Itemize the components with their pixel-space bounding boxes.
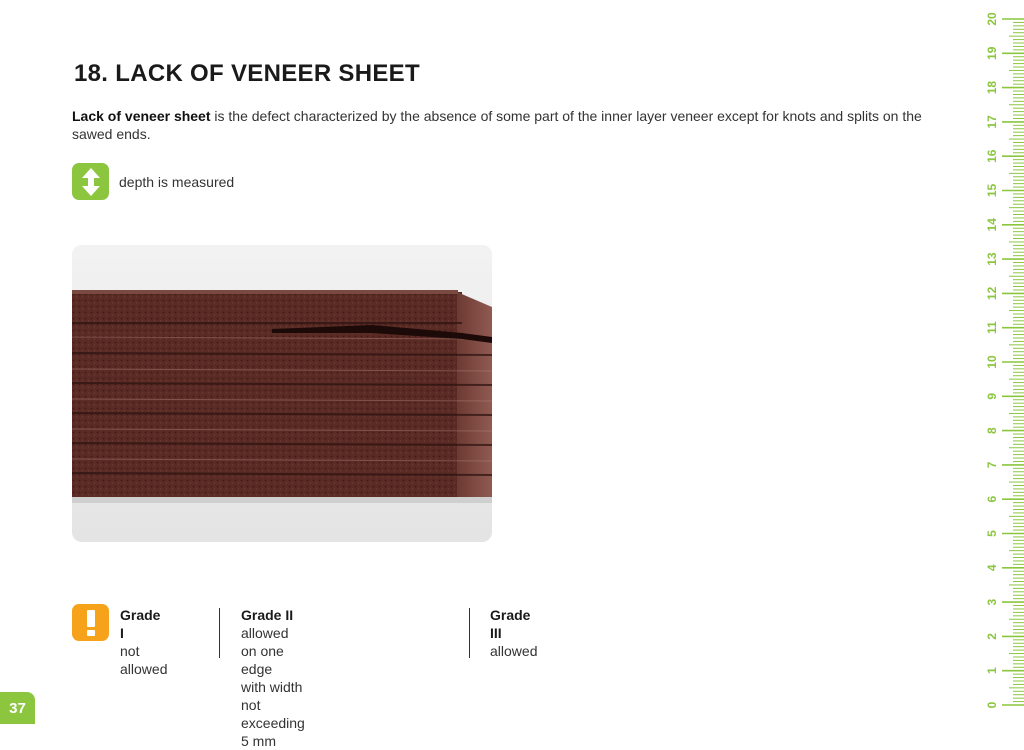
ruler-label: 12 bbox=[985, 286, 999, 301]
measurement-text: depth is measured bbox=[119, 173, 235, 190]
grade-2 bbox=[241, 606, 305, 750]
defect-term: Lack of veneer sheet bbox=[72, 108, 211, 124]
ruler-scale bbox=[976, 0, 1024, 724]
defect-description bbox=[72, 107, 922, 143]
grade-3-text: allowed bbox=[490, 643, 538, 659]
vertical-double-arrow-icon bbox=[72, 163, 109, 200]
page-number: 37 bbox=[0, 692, 35, 724]
defect-definition: is the defect characterized by the absence of some part of the inner layer veneer except for knots and splits on the sawed ends. bbox=[72, 108, 922, 142]
ruler-label: 11 bbox=[985, 321, 999, 335]
grade-1 bbox=[120, 606, 167, 678]
ruler-label: 7 bbox=[985, 461, 999, 469]
ruler-label: 17 bbox=[985, 115, 999, 129]
plywood-defect-photo bbox=[72, 245, 492, 542]
ruler-label: 15 bbox=[985, 183, 999, 198]
measurement-note bbox=[72, 163, 234, 200]
ruler-label: 19 bbox=[985, 46, 999, 60]
page-title: 18. LACK OF VENEER SHEET bbox=[74, 60, 420, 87]
ruler-label: 3 bbox=[985, 598, 999, 606]
ruler-label: 10 bbox=[985, 355, 999, 369]
ruler-label: 2 bbox=[985, 633, 999, 640]
ruler-label: 16 bbox=[985, 149, 999, 163]
grade-1-title: Grade I bbox=[120, 607, 161, 641]
grade-divider bbox=[469, 608, 470, 658]
grade-3 bbox=[490, 606, 537, 660]
ruler-label: 8 bbox=[985, 427, 999, 434]
exclamation-icon bbox=[72, 604, 109, 641]
ruler-label: 18 bbox=[985, 80, 999, 95]
ruler-label: 14 bbox=[985, 218, 999, 232]
ruler-label: 13 bbox=[985, 252, 999, 266]
grade-3-title: Grade III bbox=[490, 607, 531, 641]
ruler-label: 9 bbox=[985, 392, 999, 400]
ruler-label: 6 bbox=[985, 495, 999, 503]
ruler-label: 5 bbox=[985, 530, 999, 537]
grade-2-text-line-2: with width not exceeding 5 mm bbox=[241, 679, 305, 749]
ruler-label: 0 bbox=[985, 701, 999, 709]
grade-2-title: Grade II bbox=[241, 607, 294, 623]
grade-1-text: not allowed bbox=[120, 643, 168, 677]
grade-2-text-line-1: allowed on one edge bbox=[241, 625, 289, 677]
ruler-label: 1 bbox=[985, 667, 999, 675]
ruler-label: 4 bbox=[985, 564, 999, 572]
grade-divider bbox=[219, 608, 220, 658]
ruler-label: 20 bbox=[985, 12, 999, 26]
